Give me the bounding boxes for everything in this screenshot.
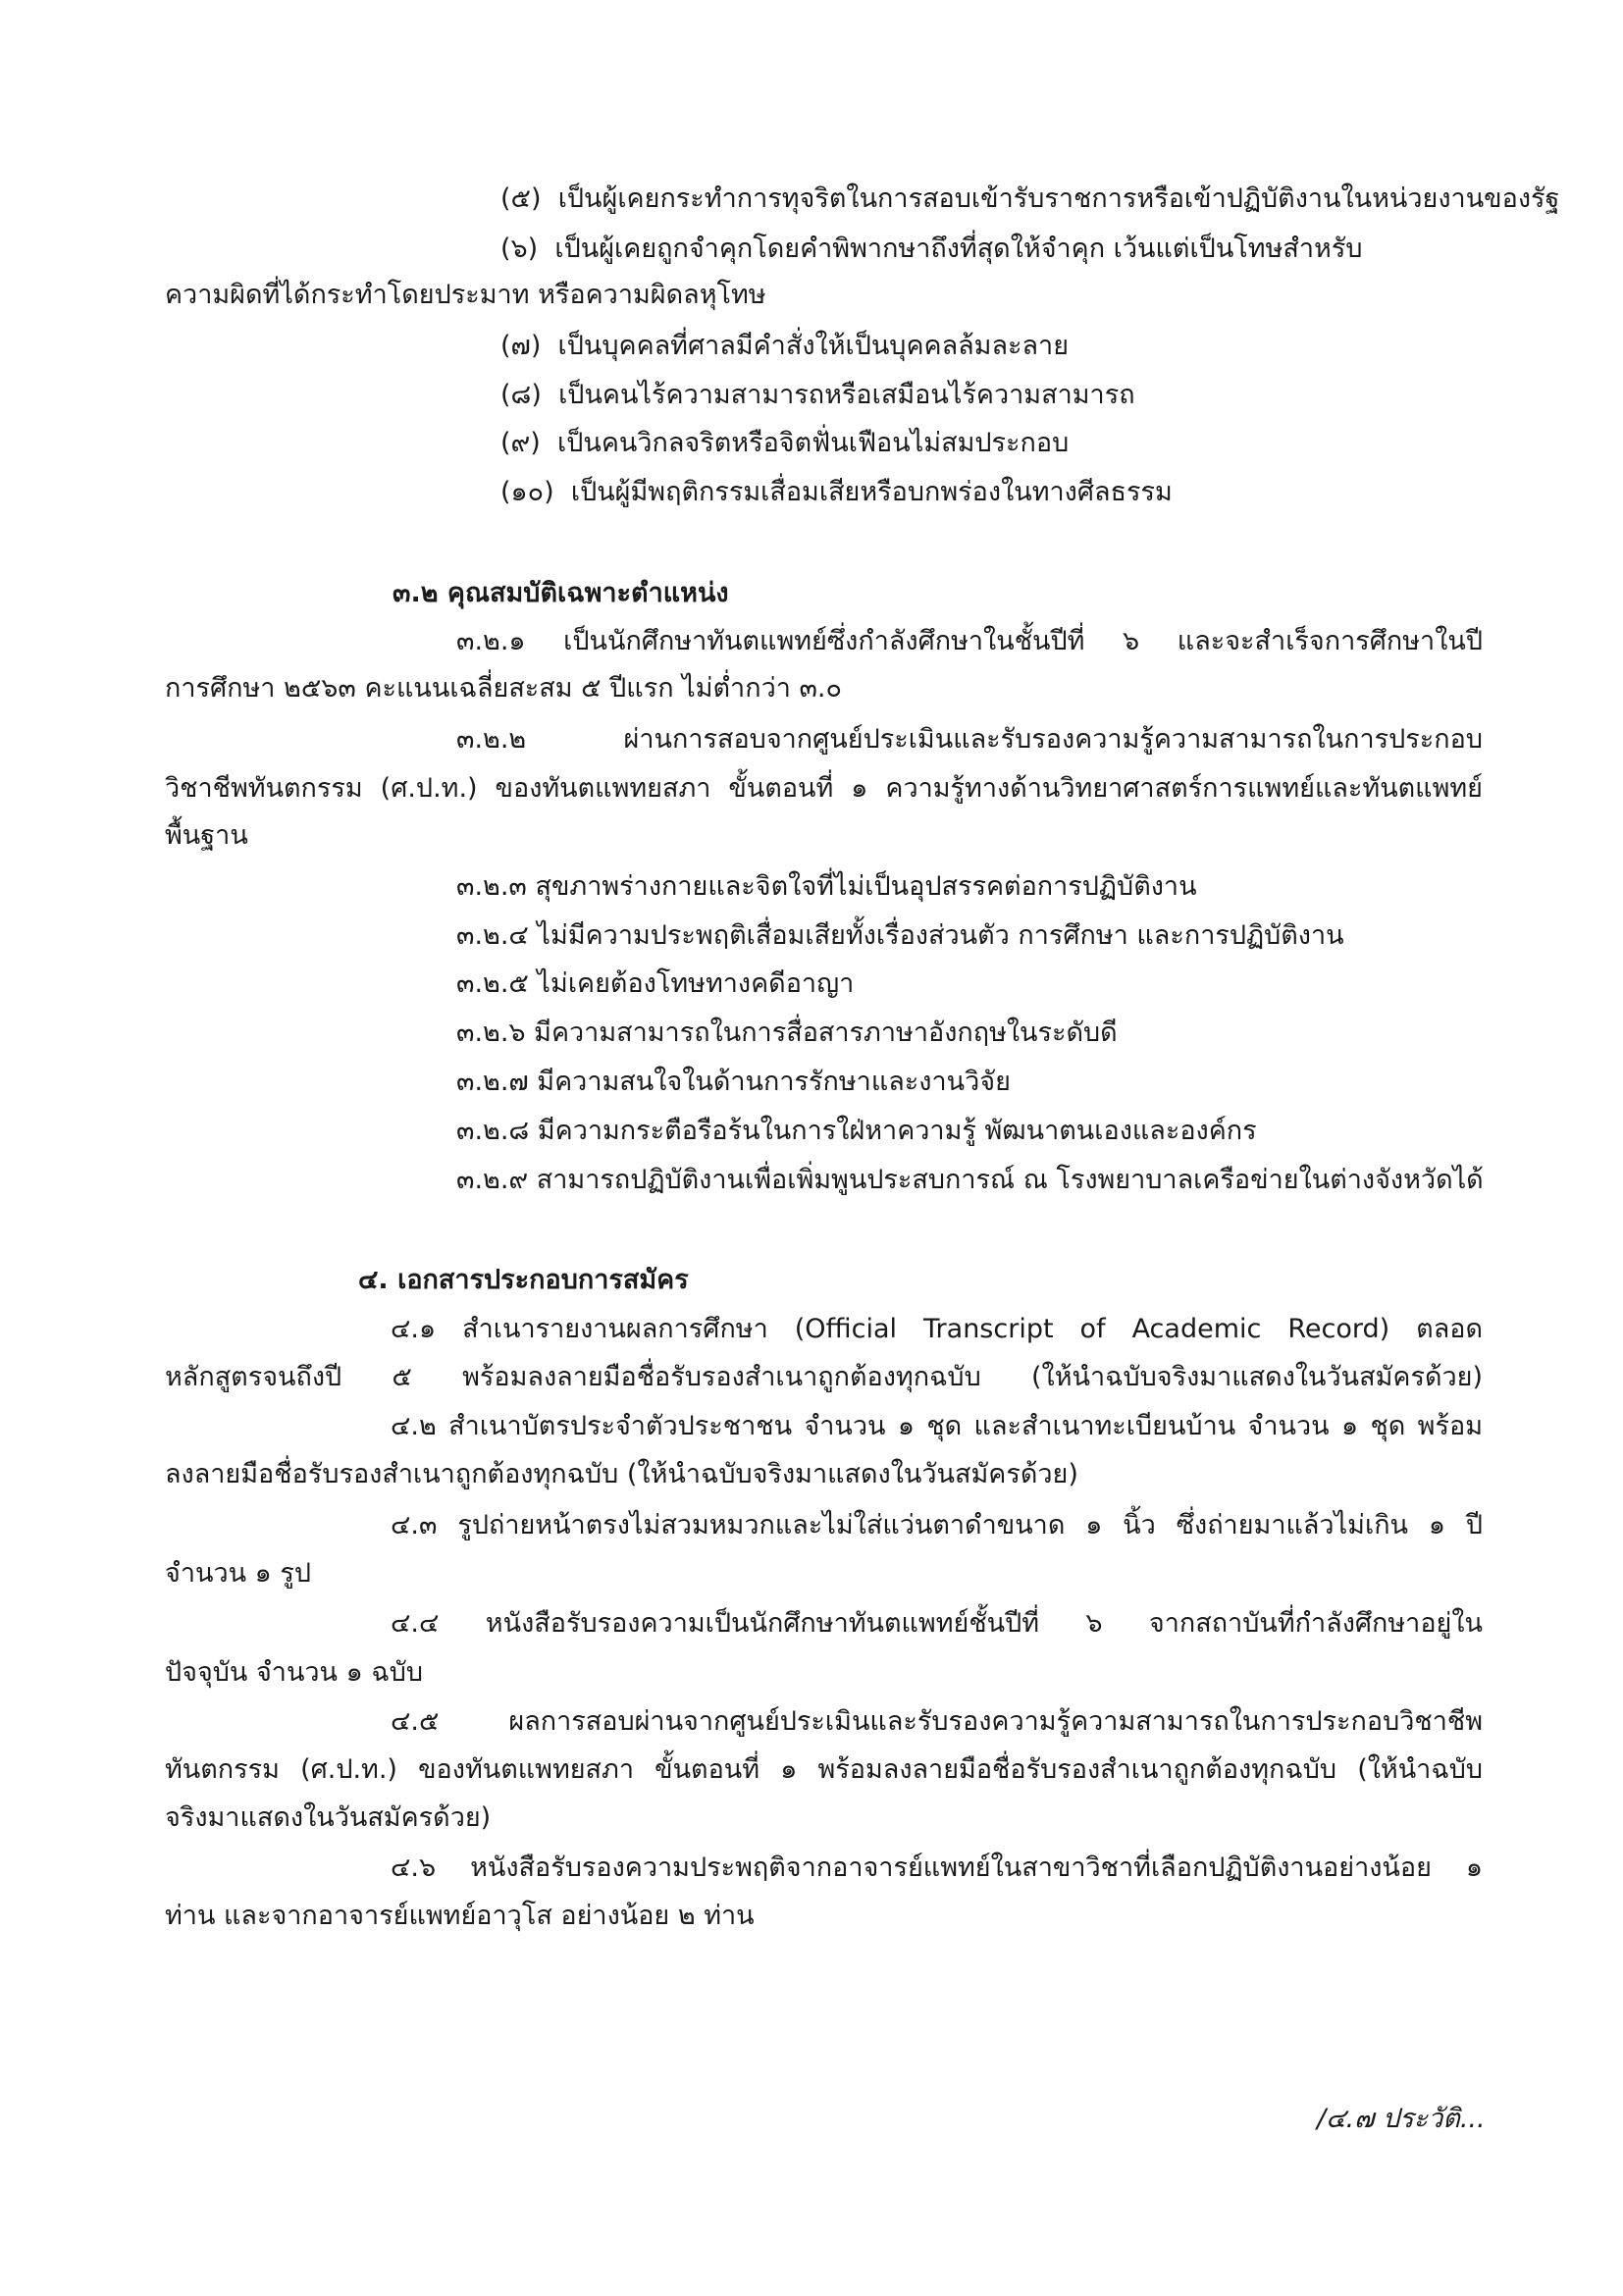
item-10 [500, 473, 1173, 512]
item-4-5-line-2: ทันตกรรม (ศ.ป.ท.) ของทันตแพทยสภา ขั้นตอนที่ ๑ พร้อมลงลายมือชื่อรับรองสำเนาถูกต้องทุกฉบับ (ให้นำฉบับ [165, 1754, 1483, 1785]
item-5 [500, 180, 1559, 219]
item-text: เป็นผู้เคยกระทำการทุจริตในการสอบเข้ารับราชการหรือเข้าปฏิบัติงานในหน่วยงานของรัฐ [557, 183, 1560, 214]
item-4-6-line-2: ท่าน และจากอาจารย์แพทย์อาวุโส อย่างน้อย ๒ ท่าน [165, 1901, 755, 1931]
item-text: เป็นคนวิกลจริตหรือจิตฟั่นเฟือนไม่สมประกอบ [557, 428, 1070, 458]
item-3-2-1-line-2: การศึกษา ๒๕๖๓ คะแนนเฉลี่ยสะสม ๕ ปีแรก ไม่ต่ำกว่า ๓.๐ [165, 673, 842, 704]
item-3-2-5: ๓.๒.๕ ไม่เคยต้องโทษทางคดีอาญา [456, 968, 855, 999]
item-text: เป็นผู้มีพฤติกรรมเสื่อมเสียหรือบกพร่องในทางศีลธรรม [570, 477, 1173, 507]
item-4-5-line-1: ๔.๕ ผลการสอบผ่านจากศูนย์ประเมินและรับรองความรู้ความสามารถในการประกอบวิชาชีพ [391, 1706, 1483, 1737]
item-4-5-line-3: จริงมาแสดงในวันสมัครด้วย) [165, 1802, 492, 1833]
section-4-heading: ๔. เอกสารประกอบการสมัคร [358, 1265, 689, 1295]
item-8 [500, 376, 1135, 415]
item-4-2-line-1: ๔.๒ สำเนาบัตรประจำตัวประชาชน จำนวน ๑ ชุด และสำเนาทะเบียนบ้าน จำนวน ๑ ชุด พร้อม [391, 1411, 1483, 1441]
item-3-2-7: ๓.๒.๗ มีความสนใจในด้านการรักษาและงานวิจัย [456, 1067, 1011, 1097]
item-4-1-line-2: หลักสูตรจนถึงปี ๕ พร้อมลงลายมือชื่อรับรองสำเนาถูกต้องทุกฉบับ (ให้นำฉบับจริงมาแสดงในวันสมัครด้วย) [165, 1362, 1483, 1392]
item-3-2-2-line-1: ๓.๒.๒ ผ่านการสอบจากศูนย์ประเมินและรับรองความรู้ความสามารถในการประกอบ [456, 724, 1483, 755]
item-text: เป็นคนไร้ความสามารถหรือเสมือนไร้ความสามารถ [558, 380, 1135, 410]
item-number: (๗) [500, 331, 542, 361]
item-4-6-line-1: ๔.๖ หนังสือรับรองความประพฤติจากอาจารย์แพทย์ในสาขาวิชาที่เลือกปฏิบัติงานอย่างน้อย ๑ [391, 1852, 1483, 1883]
item-6-continuation: ความผิดที่ได้กระทำโดยประมาท หรือความผิดลหุโทษ [165, 280, 766, 310]
item-number: (๑๐) [500, 477, 554, 507]
item-3-2-4: ๓.๒.๔ ไม่มีความประพฤติเสื่อมเสียทั้งเรื่องส่วนตัว การศึกษา และการปฏิบัติงาน [456, 920, 1344, 951]
item-3-2-6: ๓.๒.๖ มีความสามารถในการสื่อสารภาษาอังกฤษในระดับดี [456, 1018, 1118, 1048]
item-number: (๕) [500, 183, 542, 214]
item-3-2-3: ๓.๒.๓ สุขภาพร่างกายและจิตใจที่ไม่เป็นอุปสรรคต่อการปฏิบัติงาน [456, 871, 1197, 902]
section-3-2-heading: ๓.๒ คุณสมบัติเฉพาะตำแหน่ง [393, 578, 729, 608]
item-4-2-line-2: ลงลายมือชื่อรับรองสำเนาถูกต้องทุกฉบับ (ให้นำฉบับจริงมาแสดงในวันสมัครด้วย) [165, 1459, 1078, 1489]
item-text: เป็นบุคคลที่ศาลมีคำสั่งให้เป็นบุคคลล้มละลาย [557, 331, 1070, 361]
item-3-2-9: ๓.๒.๙ สามารถปฏิบัติงานเพื่อเพิ่มพูนประสบการณ์ ณ โรงพยาบาลเครือข่ายในต่างจังหวัดได้ [456, 1165, 1484, 1195]
page-continuation-marker: /๔.๗ ประวัติ... [1317, 2104, 1486, 2134]
item-3-2-2-line-2: วิชาชีพทันตกรรม (ศ.ป.ท.) ของทันตแพทยสภา ขั้นตอนที่ ๑ ความรู้ทางด้านวิทยาศาสตร์การแพทย์และทันตแพทย์ [165, 773, 1483, 804]
item-4-4-line-1: ๔.๔ หนังสือรับรองความเป็นนักศึกษาทันตแพทย์ชั้นปีที่ ๖ จากสถาบันที่กำลังศึกษาอยู่ใน [391, 1608, 1483, 1639]
item-9 [500, 424, 1069, 463]
item-number: (๖) [500, 234, 539, 264]
item-number: (๙) [500, 428, 541, 458]
item-4-3-line-2: จำนวน ๑ รูป [165, 1558, 312, 1589]
item-6 [500, 230, 1362, 269]
item-4-4-line-2: ปัจจุบัน จำนวน ๑ ฉบับ [165, 1657, 423, 1688]
item-7 [500, 327, 1069, 366]
item-number: (๘) [500, 380, 542, 410]
item-3-2-2-line-3: พื้นฐาน [165, 820, 248, 851]
item-3-2-8: ๓.๒.๘ มีความกระตือรือร้นในการใฝ่หาความรู้ พัฒนาตนเองและองค์กร [456, 1116, 1257, 1146]
item-text: เป็นผู้เคยถูกจำคุกโดยคำพิพากษาถึงที่สุดให้จำคุก เว้นแต่เป็นโทษสำหรับ [554, 234, 1363, 264]
item-4-1-line-1: ๔.๑ สำเนารายงานผลการศึกษา (Official Transcript of Academic Record) ตลอด [391, 1314, 1483, 1344]
item-3-2-1-line-1: ๓.๒.๑ เป็นนักศึกษาทันตแพทย์ซึ่งกำลังศึกษาในชั้นปีที่ ๖ และจะสำเร็จการศึกษาในปี [456, 626, 1483, 656]
item-4-3-line-1: ๔.๓ รูปถ่ายหน้าตรงไม่สวมหมวกและไม่ใส่แว่นตาดำขนาด ๑ นิ้ว ซึ่งถ่ายมาแล้วไม่เกิน ๑ ปี [391, 1510, 1483, 1540]
